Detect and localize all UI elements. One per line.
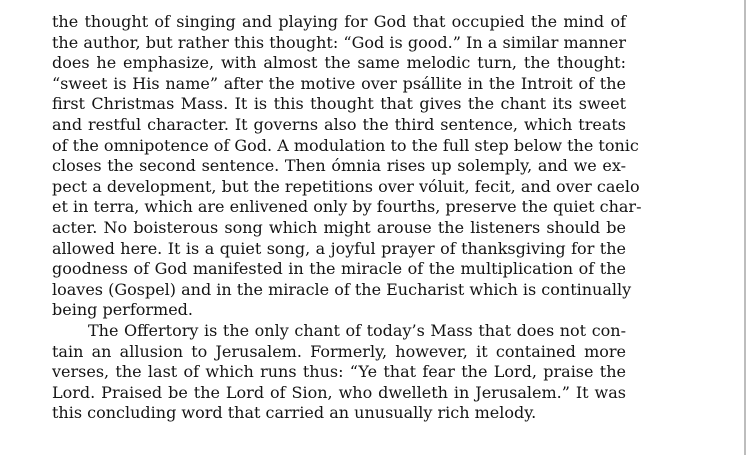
text-line: tain an allusion to Jerusalem. Formerly, however, it contained more	[52, 341, 626, 361]
paragraph	[52, 321, 626, 424]
text-line: of the omnipotence of God. A modulation to the full step below the tonic	[52, 135, 639, 155]
text-line: allowed here. It is a quiet song, a joyful prayer of thanksgiving for the	[52, 238, 626, 258]
text-line: Lord. Praised be the Lord of Sion, who dwelleth in Jerusalem.” It was	[52, 382, 626, 402]
text-line: and restful character. It governs also the third sentence, which treats	[52, 114, 626, 134]
text-line: The Offertory is the only chant of today’s Mass that does not con-	[88, 320, 626, 340]
text-line: goodness of God manifested in the miracle of the multiplication of the	[52, 259, 626, 279]
text-line: closes the second sentence. Then ómnia rises up solemply, and we ex-	[52, 156, 626, 176]
text-line: this concluding word that carried an unusually rich melody.	[52, 403, 537, 423]
body-text	[52, 12, 642, 424]
text-line: the thought of singing and playing for God that occupied the mind of	[52, 12, 626, 31]
paragraph	[52, 12, 642, 321]
text-line: first Christmas Mass. It is this thought that gives the chant its sweet	[52, 94, 626, 114]
text-line: verses, the last of which runs thus: “Ye that fear the Lord, praise the	[52, 362, 626, 382]
text-line: et in terra, which are enlivened only by fourths, preserve the quiet char-	[52, 197, 642, 217]
text-line: “sweet is His name” after the motive over psállite in the Introit of the	[52, 73, 626, 93]
text-line: being performed.	[52, 300, 193, 320]
text-line: the author, but rather this thought: “God is good.” In a similar manner	[52, 32, 626, 52]
text-line: acter. No boisterous song which might arouse the listeners should be	[52, 217, 626, 237]
text-line: pect a development, but the repetitions over vóluit, fecit, and over caelo	[52, 176, 640, 196]
text-line: loaves (Gospel) and in the miracle of the Eucharist which is continually	[52, 279, 632, 299]
text-line: does he emphasize, with almost the same melodic turn, the thought:	[52, 53, 626, 73]
